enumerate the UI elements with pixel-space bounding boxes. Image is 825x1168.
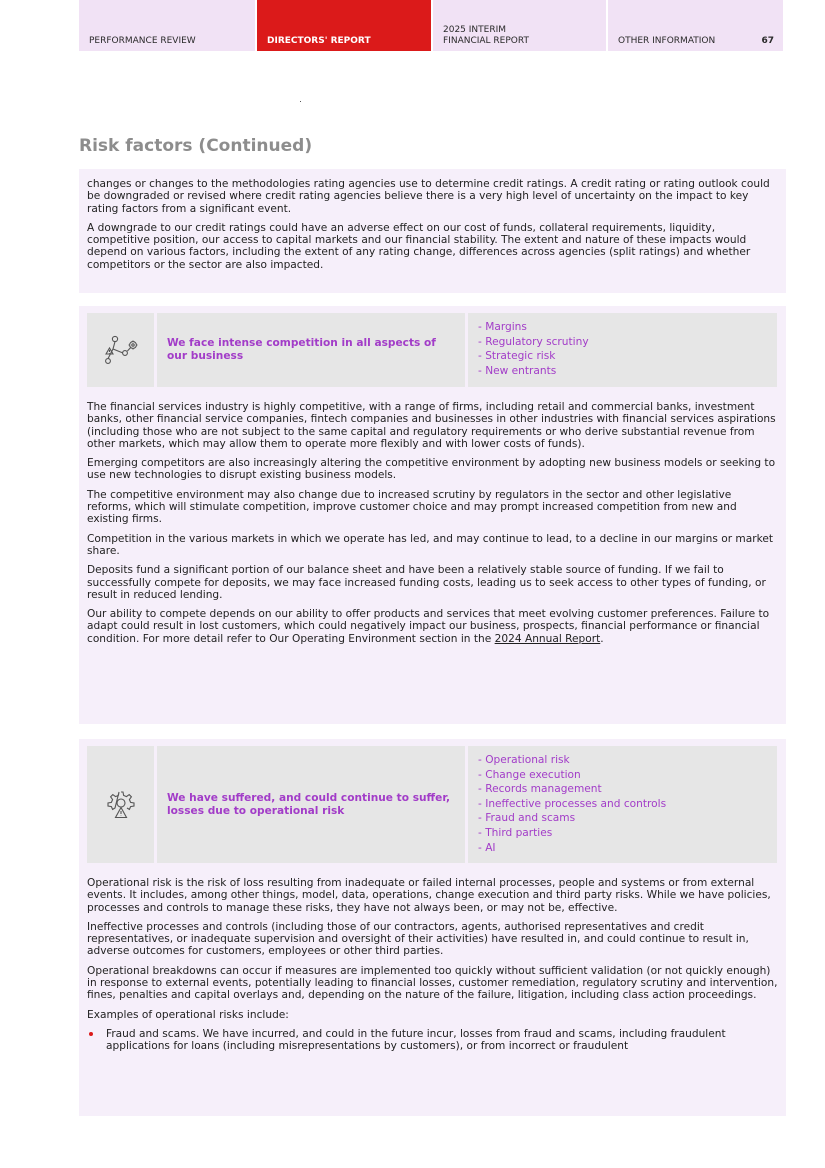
tab-directors-report[interactable]	[257, 0, 431, 51]
gear-warning-icon	[87, 746, 154, 863]
paragraph: changes or changes to the methodologies rating agencies use to determine credit ratings. A credit rating or rating outlook could be downgraded or revised where credit rating agencies believe there is a very high level of uncertainty on the impact to key rating factors from a significant event.	[87, 178, 770, 215]
risk-tag: - Third parties	[478, 826, 553, 839]
page-number: 67	[761, 36, 774, 46]
risk-heading: We face intense competition in all aspects of our business	[157, 313, 465, 387]
paragraph: A downgrade to our credit ratings could have an adverse effect on our cost of funds, collateral requirements, liquidity, competitive position, our access to capital markets and our financial stability. The extent and nature of these impacts would depend on various factors, including the extent of any rating change, differences across agencies (split ratings) and whether competitors or the sector are also impacted.	[87, 221, 751, 271]
risk-tags	[468, 313, 777, 387]
bullet-dot	[89, 1032, 93, 1036]
section-nav	[79, 0, 783, 51]
tab-performance-review[interactable]	[79, 0, 255, 51]
paragraph-text: Our ability to compete depends on our ability to offer products and services that meet evolving customer preferences. Failure to adapt could result in lost customers, which could negatively impact our business, prospects, financial performance or financial condition. For more detail refer to Our Operating Environment section in the	[87, 608, 770, 645]
list-item	[87, 1028, 778, 1053]
stray-dot	[300, 101, 301, 102]
tab-label: DIRECTORS' REPORT	[267, 36, 371, 46]
competition-network-icon	[87, 313, 154, 387]
paragraph: The financial services industry is highly competitive, with a range of firms, including retail and commercial banks, investment banks, other financial service companies, fintech companies and businesses in other industries with financial services aspirations (including those who are not subject to the same capital and regulatory requirements or who derive substantial revenue from other markets, which may allow them to operate more flexibly and with lower costs of funds).	[87, 401, 776, 450]
operational-risk-examples	[87, 1028, 778, 1053]
risk-tag: - Records management	[478, 783, 602, 796]
list-item-text: Fraud and scams. We have incurred, and could in the future incur, losses from fraud and scams, including fraudulent applications for loans (including misrepresentations by customers), or from incorrect or fraudulent	[106, 1027, 726, 1053]
tab-label: PERFORMANCE REVIEW	[89, 36, 196, 46]
risk-tag: - Change execution	[478, 768, 581, 781]
risk-heading: We have suffered, and could continue to suffer, losses due to operational risk	[157, 746, 465, 863]
risk-tags	[468, 746, 777, 863]
page-title: Risk factors (Continued)	[79, 136, 313, 156]
risk-tag: - Fraud and scams	[478, 812, 576, 825]
paragraph: Emerging competitors are also increasingly altering the competitive environment by adopting new business models or seeking to use new technologies to disrupt existing business models.	[87, 457, 776, 482]
tab-interim-financial-report[interactable]	[433, 0, 606, 51]
risk-header	[87, 746, 778, 863]
risk-tag: - Ineffective processes and controls	[478, 797, 667, 810]
paragraph: Competition in the various markets in which we operate has led, and may continue to lead, to a decline in our margins or market share.	[87, 532, 774, 557]
paragraph: The competitive environment may also change due to increased scrutiny by regulators in the sector and other legislative reforms, which will stimulate competition, improve customer choice and may prompt increased competition from new and existing firms.	[87, 488, 737, 526]
competition-risk-panel	[79, 306, 786, 724]
paragraph	[87, 608, 778, 645]
annual-report-link[interactable]: 2024 Annual Report	[494, 632, 601, 645]
paragraph: Operational breakdowns can occur if measures are implemented too quickly without sufficient validation (or not quickly enough) in response to external events, potentially leading to financial losses, customer remediation, regulatory scrutiny and intervention, fines, penalties and capital overlays and, depending on the nature of the failure, litigation, including class action proceedings.	[87, 964, 778, 1002]
tab-other-information[interactable]	[608, 0, 783, 51]
paragraph: Examples of operational risks include:	[87, 1008, 289, 1021]
tab-label-line1: 2025 INTERIM	[443, 25, 507, 35]
paragraph: Deposits fund a significant portion of our balance sheet and have been a relatively stable source of funding. If we fail to successfully compete for deposits, we may face increased funding costs, leading us to seek access to other types of funding, or result in reduced lending.	[87, 564, 766, 601]
operational-risk-panel	[79, 739, 786, 1116]
risk-tag: - New entrants	[478, 364, 557, 377]
paragraph: Ineffective processes and controls (including those of our contractors, agents, authorised representatives and credit representatives, or inadequate supervision and oversight of their activities) have resulted in, and could continue to result in, adverse outcomes for customers, employees or other third parties.	[87, 920, 749, 958]
credit-rating-continued-panel	[79, 169, 786, 293]
risk-tag: - Strategic risk	[478, 350, 556, 363]
risk-tag: - AI	[478, 841, 496, 854]
tab-label	[443, 25, 529, 47]
tab-label-line2: FINANCIAL REPORT	[443, 36, 529, 46]
risk-tag: - Margins	[478, 321, 527, 333]
risk-tag: - Regulatory scrutiny	[478, 335, 589, 348]
risk-tag: - Operational risk	[478, 754, 570, 766]
tab-label: OTHER INFORMATION	[618, 36, 716, 46]
risk-header	[87, 313, 778, 387]
paragraph-end: .	[600, 632, 604, 645]
paragraph: Operational risk is the risk of loss resulting from inadequate or failed internal processes, people and systems or from external events. It includes, among other things, model, data, operations, change execution and third party risks. While we have policies, processes and controls to manage these risks, they have not always been, or may not be, effective.	[87, 877, 771, 914]
